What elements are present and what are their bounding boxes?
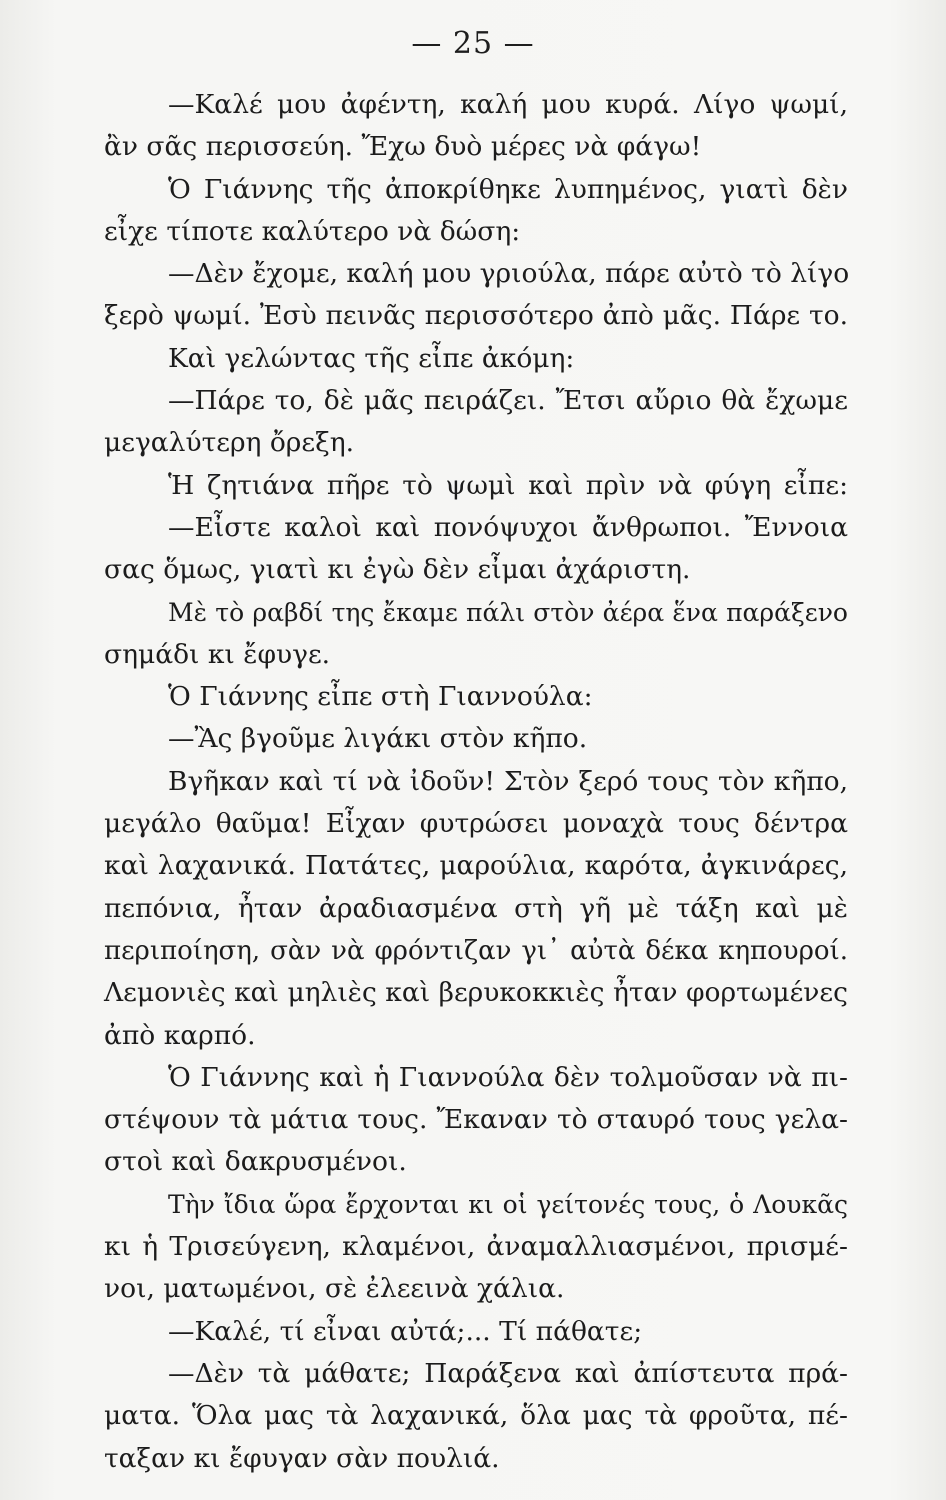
text-line: Βγῆκαν καὶ τί νὰ ἰδοῦν! Στὸν ξερό τους τὸν κῆπο, [168,765,848,797]
text-line: νοι, ματωμένοι, σὲ ἐλεεινὰ χάλια. [104,1273,565,1305]
text-line: —Δὲν τὰ μάθατε; Παράξενα καὶ ἀπίστευτα πρά- [168,1357,848,1389]
text-line: Ἡ ζητιάνα πῆρε τὸ ψωμὶ καὶ πρὶν νὰ φύγη εἶπε: [168,469,848,501]
text-line: Ὁ Γιάννης τῆς ἀποκρίθηκε λυπημένος, γιατὶ δὲν [168,173,848,205]
text-line: —Καλέ, τί εἶναι αὐτά;... Τί πάθατε; [168,1315,643,1347]
text-line: Τὴν ἴδια ὥρα ἔρχονται κι οἱ γείτονές τους, ὁ Λουκᾶς [168,1189,848,1219]
text-line: Μὲ τὸ ραβδί της ἔκαμε πάλι στὸν ἀέρα ἕνα παράξενο [168,597,848,627]
text-line: πεπόνια, ἦταν ἀραδιασμένα στὴ γῆ μὲ τάξη καὶ μὲ [104,892,848,924]
text-line: μεγάλο θαῦμα! Εἶχαν φυτρώσει μοναχὰ τους δέντρα [104,808,848,840]
text-line: —Καλέ μου ἀφέντη, καλή μου κυρά. Λίγο ψωμί, [168,89,848,120]
text-line: σημάδι κι ἔφυγε. [104,638,331,670]
text-line: —Δὲν ἔχομε, καλή μου γριούλα, πάρε αὐτὸ τὸ λίγο [168,258,850,290]
text-line: περιποίηση, σὰν νὰ φρόντιζαν γι᾽ αὐτὰ δέκα κηπουροί. [104,935,848,966]
page-number: — 25 — [411,26,535,61]
text-line: σας ὅμως, γιατὶ κι ἐγὼ δὲν εἶμαι ἀχάριστη. [104,554,691,586]
text-line: Λεμονιὲς καὶ μηλιὲς καὶ βερυκοκκιὲς ἦταν φορτωμένες [104,977,848,1009]
text-line: —Πάρε το, δὲ μᾶς πειράζει. Ἔτσι αὔριο θὰ ἔχωμε [168,385,848,417]
text-line: ματα. Ὅλα μας τὰ λαχανικά, ὅλα μας τὰ φροῦτα, πέ- [104,1400,848,1432]
text-line: καὶ λαχανικά. Πατάτες, μαρούλια, καρότα, ἀγκινάρες, [104,850,848,882]
text-line: —Ἂς βγοῦμε λιγάκι στὸν κῆπο. [168,723,588,755]
text-line: στοὶ καὶ δακρυσμένοι. [104,1146,407,1178]
text-line: μεγαλύτερη ὄρεξη. [104,427,355,459]
text-line: —Εἶστε καλοὶ καὶ πονόψυχοι ἄνθρωποι. Ἔννοια [168,511,848,543]
text-line: ξερὸ ψωμί. Ἐσὺ πεινᾶς περισσότερο ἀπὸ μᾶς. Πάρε το. [104,300,848,332]
text-line: ἂν σᾶς περισσεύη. Ἔχω δυὸ μέρες νὰ φάγω! [104,131,702,163]
body-text [104,84,848,1480]
text-line: κι ἡ Τρισεύγενη, κλαμένοι, ἀναμαλλιασμένοι, πρισμέ- [104,1231,848,1263]
text-line: ἀπὸ καρπό. [104,1019,256,1051]
text-line: Ὁ Γιάννης καὶ ἡ Γιαννούλα δὲν τολμοῦσαν νὰ πι- [168,1061,848,1093]
text-line: Ὁ Γιάννης εἶπε στὴ Γιαννούλα: [168,681,593,713]
text-line: στέψουν τὰ μάτια τους. Ἔκαναν τὸ σταυρό τους γελα- [104,1104,848,1136]
text-line: ταξαν κι ἔφυγαν σὰν πουλιά. [104,1442,500,1474]
text-line: εἶχε τίποτε καλύτερο νὰ δώση: [104,215,521,247]
text-line: Καὶ γελώντας τῆς εἶπε ἀκόμη: [168,342,575,374]
